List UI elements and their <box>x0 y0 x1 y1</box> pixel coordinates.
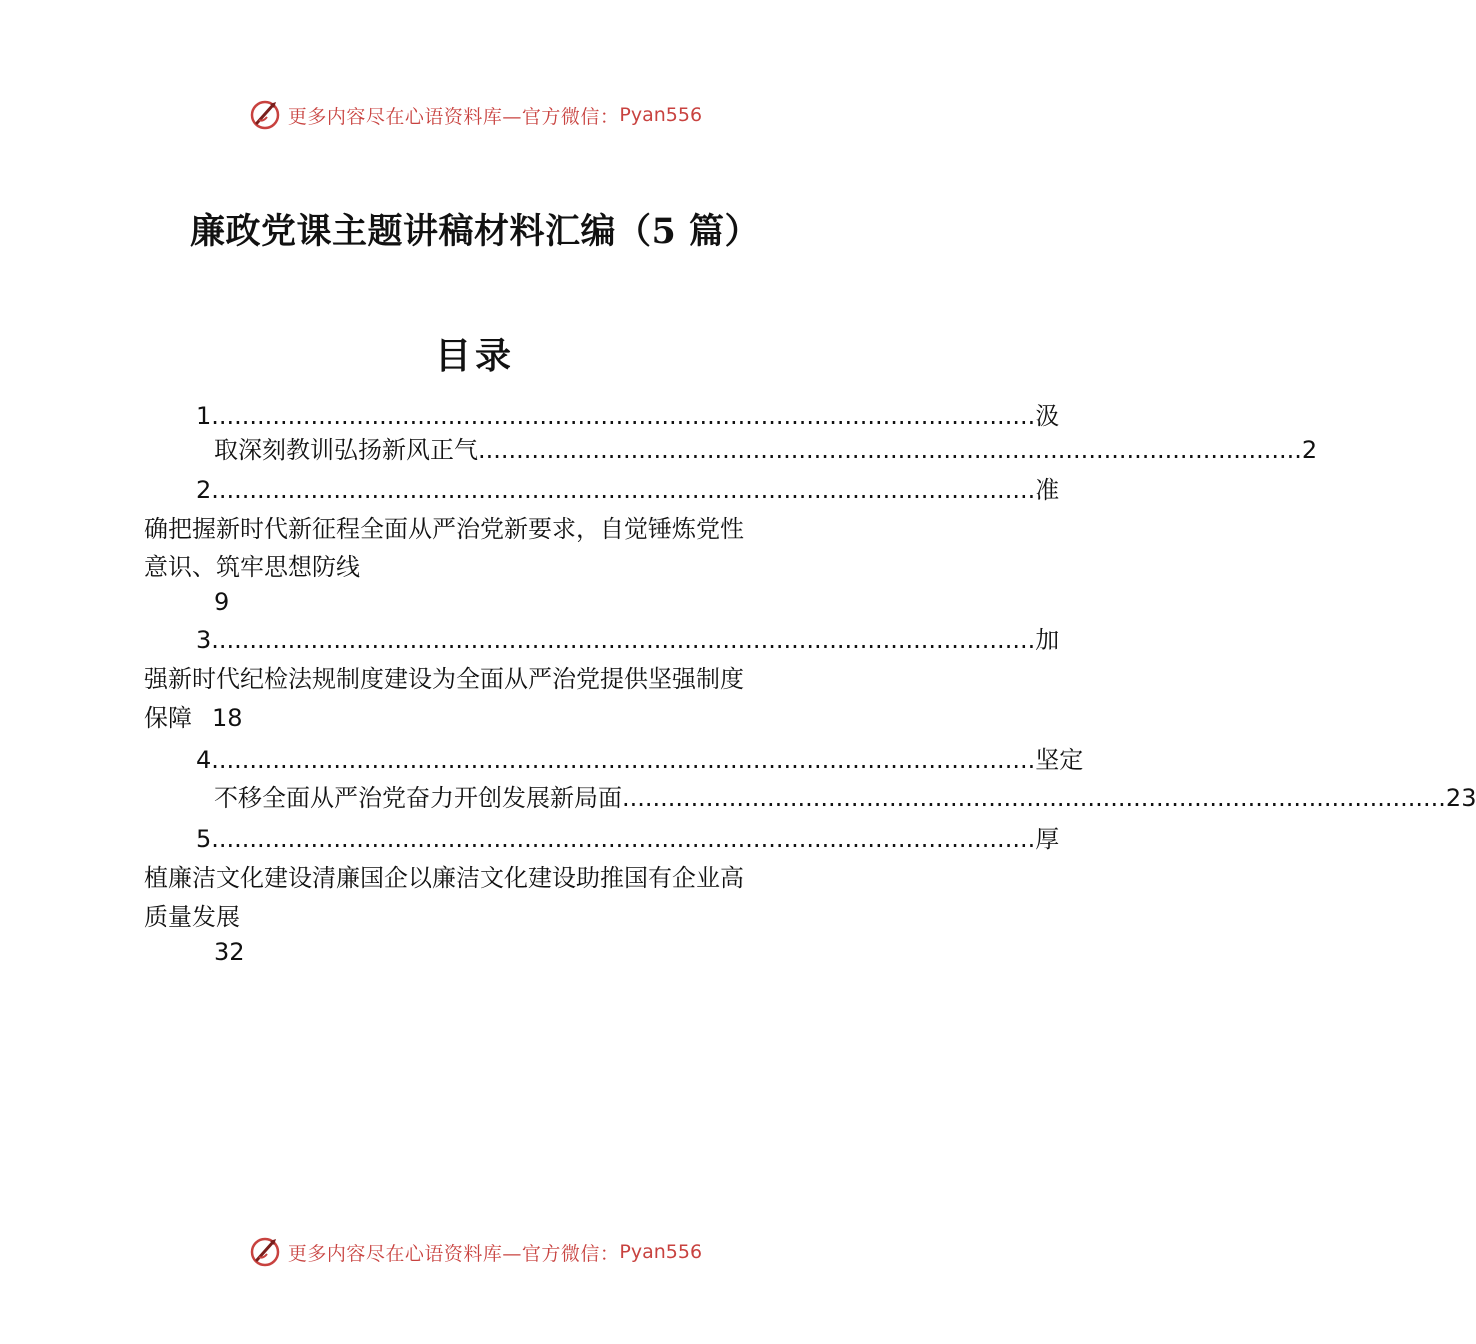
toc-number: 2 <box>196 476 212 504</box>
toc-leader-dots: ............................................................................................................ <box>211 626 1036 654</box>
document-title: 廉政党课主题讲稿材料汇编（5 篇） <box>189 211 761 252</box>
toc-entry-5[interactable] <box>196 823 1060 855</box>
toc-page-number: 23 <box>1445 784 1476 812</box>
toc-text: 确把握新时代新征程全面从严治党新要求，自觉锤炼党性 <box>144 515 744 543</box>
toc-first-char: 汲 <box>1035 402 1060 430</box>
toc-leader-dots: ............................................................................................................ <box>211 476 1036 504</box>
toc-number: 4 <box>196 746 212 774</box>
toc-entry-3[interactable] <box>196 624 1060 656</box>
toc-first-char: 加 <box>1035 626 1060 654</box>
toc-leader-dots: ............................................................................................................ <box>622 784 1446 812</box>
toc-first-char: 坚定 <box>1035 746 1084 774</box>
watermark-id: Pyan556 <box>619 104 703 126</box>
toc-text: 强新时代纪检法规制度建设为全面从严治党提供坚强制度 <box>144 665 744 693</box>
watermark-id: Pyan556 <box>619 1241 703 1263</box>
toc-entry-1[interactable] <box>196 400 1060 432</box>
watermark-text: 更多内容尽在心语资料库—官方微信： <box>287 1242 620 1265</box>
toc-number: 3 <box>196 626 212 654</box>
toc-entry-4-continued[interactable] <box>214 782 1476 814</box>
toc-entry-4[interactable] <box>196 744 1084 776</box>
toc-text: 取深刻教训弘扬新风正气 <box>214 436 478 464</box>
toc-text: 意识、筑牢思想防线 <box>144 553 360 581</box>
toc-page-number: 2 <box>1301 436 1318 464</box>
pen-logo-icon <box>248 98 282 132</box>
toc-first-char: 厚 <box>1035 825 1060 853</box>
toc-leader-dots: ............................................................................................................ <box>211 402 1036 430</box>
pen-logo-icon <box>248 1235 282 1269</box>
toc-text: 保障 <box>144 704 192 732</box>
toc-number: 5 <box>196 825 212 853</box>
header-watermark <box>0 95 950 135</box>
footer-watermark <box>0 1232 950 1272</box>
toc-first-char: 准 <box>1035 476 1060 504</box>
toc-entry-3-end <box>144 702 243 734</box>
toc-heading: 目录 <box>434 335 515 377</box>
toc-text: 植廉洁文化建设清廉国企以廉洁文化建设助推国有企业高 <box>144 864 744 892</box>
toc-leader-dots: ............................................................................................................ <box>478 436 1302 464</box>
toc-page-number: 18 <box>212 704 243 732</box>
toc-leader-dots: ............................................................................................................ <box>211 746 1036 774</box>
toc-page-number: 9 <box>214 588 230 616</box>
toc-entry-1-continued[interactable] <box>214 434 1318 466</box>
toc-text: 不移全面从严治党奋力开创发展新局面 <box>214 784 622 812</box>
toc-text: 质量发展 <box>144 903 240 931</box>
toc-entry-2[interactable] <box>196 474 1060 506</box>
toc-number: 1 <box>196 402 212 430</box>
toc-page-number: 32 <box>214 938 245 966</box>
watermark-text: 更多内容尽在心语资料库—官方微信： <box>287 105 620 128</box>
toc-leader-dots: ............................................................................................................ <box>211 825 1036 853</box>
